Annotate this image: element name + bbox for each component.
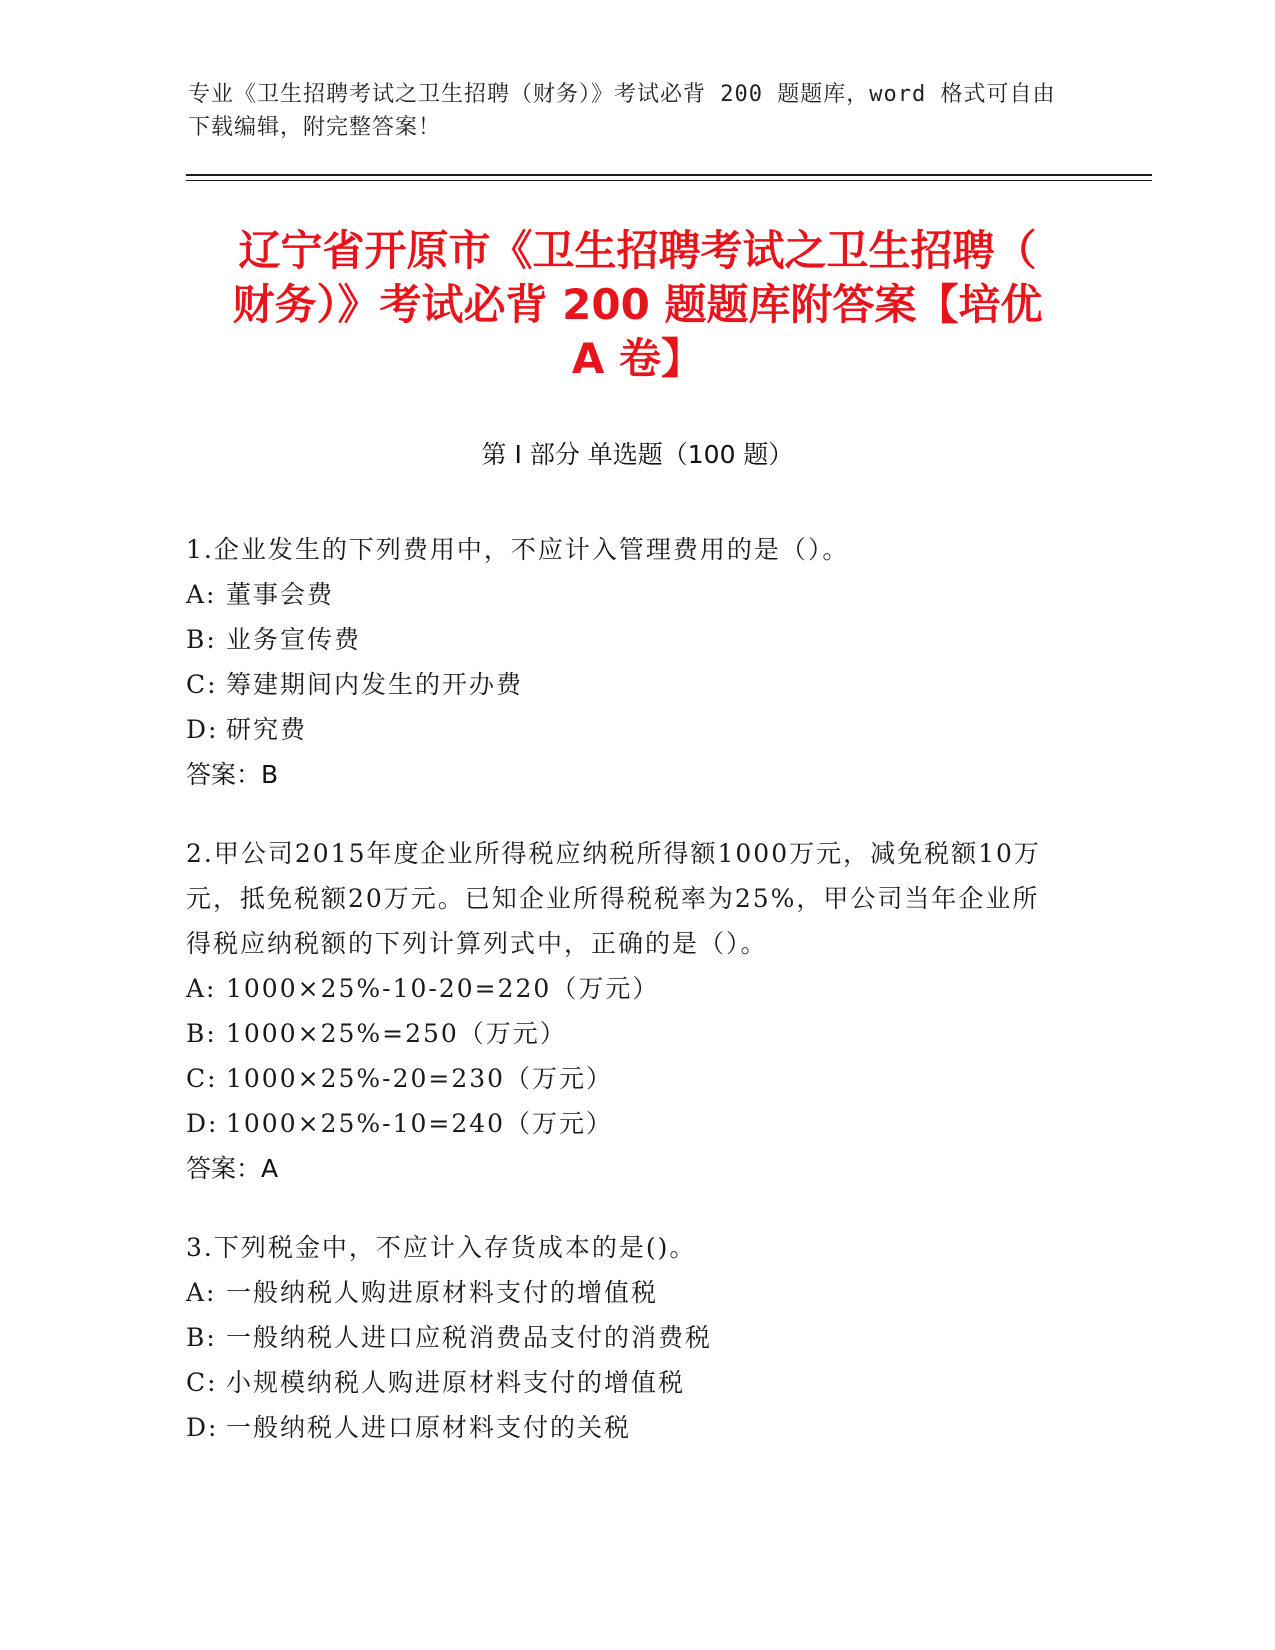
option-b [186, 617, 1066, 662]
question-stem: 3.下列税金中，不应计入存货成本的是()。 [186, 1233, 697, 1262]
option-text: 一般纳税人进口原材料支付的关税 [226, 1413, 632, 1442]
answer-line: 答案：B [186, 760, 279, 789]
question-stem: 1.企业发生的下列费用中，不应计入管理费用的是（）。 [186, 535, 850, 564]
question-list [186, 527, 1066, 1484]
option-letter: A: [186, 1278, 217, 1307]
option-letter: C: [186, 1064, 218, 1093]
section-title: 第 I 部分 单选题（100 题） [481, 440, 794, 469]
option-letter: B: [186, 1323, 217, 1352]
option-letter: A: [186, 974, 217, 1003]
option-letter: D: [186, 715, 219, 744]
option-d [186, 707, 1066, 752]
option-text: 1000×25%-20=230（万元） [226, 1064, 614, 1093]
title-line-1: 辽宁省开原市《卫生招聘考试之卫生招聘（ [238, 226, 1037, 275]
option-text: 一般纳税人购进原材料支付的增值税 [226, 1278, 659, 1307]
option-text: 1000×25%-10=240（万元） [226, 1109, 614, 1138]
option-text: 董事会费 [226, 580, 335, 609]
option-d [186, 1405, 1066, 1450]
question-1 [186, 527, 1066, 797]
option-text: 1000×25%=250（万元） [226, 1019, 567, 1048]
title-line-2: 财务）》考试必背 200 题题库附答案【培优 [232, 280, 1043, 329]
option-c [186, 1360, 1066, 1405]
header-note: 专业《卫生招聘考试之卫生招聘（财务）》考试必背 200 题题库，word 格式可自由下载编辑，附完整答案！ [188, 82, 1056, 140]
option-text: 一般纳税人进口应税消费品支付的消费税 [226, 1323, 713, 1352]
option-a [186, 966, 1066, 1011]
option-letter: B: [186, 1019, 217, 1048]
option-b [186, 1315, 1066, 1360]
option-text: 筹建期间内发生的开办费 [226, 670, 524, 699]
option-text: 研究费 [226, 715, 308, 744]
header-divider-thick [186, 174, 1152, 176]
header-divider-thin [186, 180, 1152, 181]
option-text: 业务宣传费 [226, 625, 362, 654]
title-line-3: A 卷】 [571, 334, 704, 383]
option-letter: C: [186, 670, 218, 699]
question-3 [186, 1225, 1066, 1450]
option-letter: A: [186, 580, 217, 609]
document-title [170, 224, 1105, 386]
option-a [186, 572, 1066, 617]
option-letter: C: [186, 1368, 218, 1397]
option-text: 1000×25%-10-20=220（万元） [226, 974, 660, 1003]
option-d [186, 1101, 1066, 1146]
option-letter: D: [186, 1109, 219, 1138]
option-a [186, 1270, 1066, 1315]
question-stem: 2.甲公司2015年度企业所得税应纳税所得额1000万元，减免税额10万元，抵免税额20万元。已知企业所得税税率为25%，甲公司当年企业所得税应纳税额的下列计算列式中，正确的是（）。 [186, 839, 1041, 958]
option-letter: B: [186, 625, 217, 654]
answer-line: 答案：A [186, 1154, 279, 1183]
option-c [186, 1056, 1066, 1101]
question-2 [186, 831, 1066, 1191]
option-letter: D: [186, 1413, 219, 1442]
option-b [186, 1011, 1066, 1056]
option-text: 小规模纳税人购进原材料支付的增值税 [226, 1368, 686, 1397]
option-c [186, 662, 1066, 707]
